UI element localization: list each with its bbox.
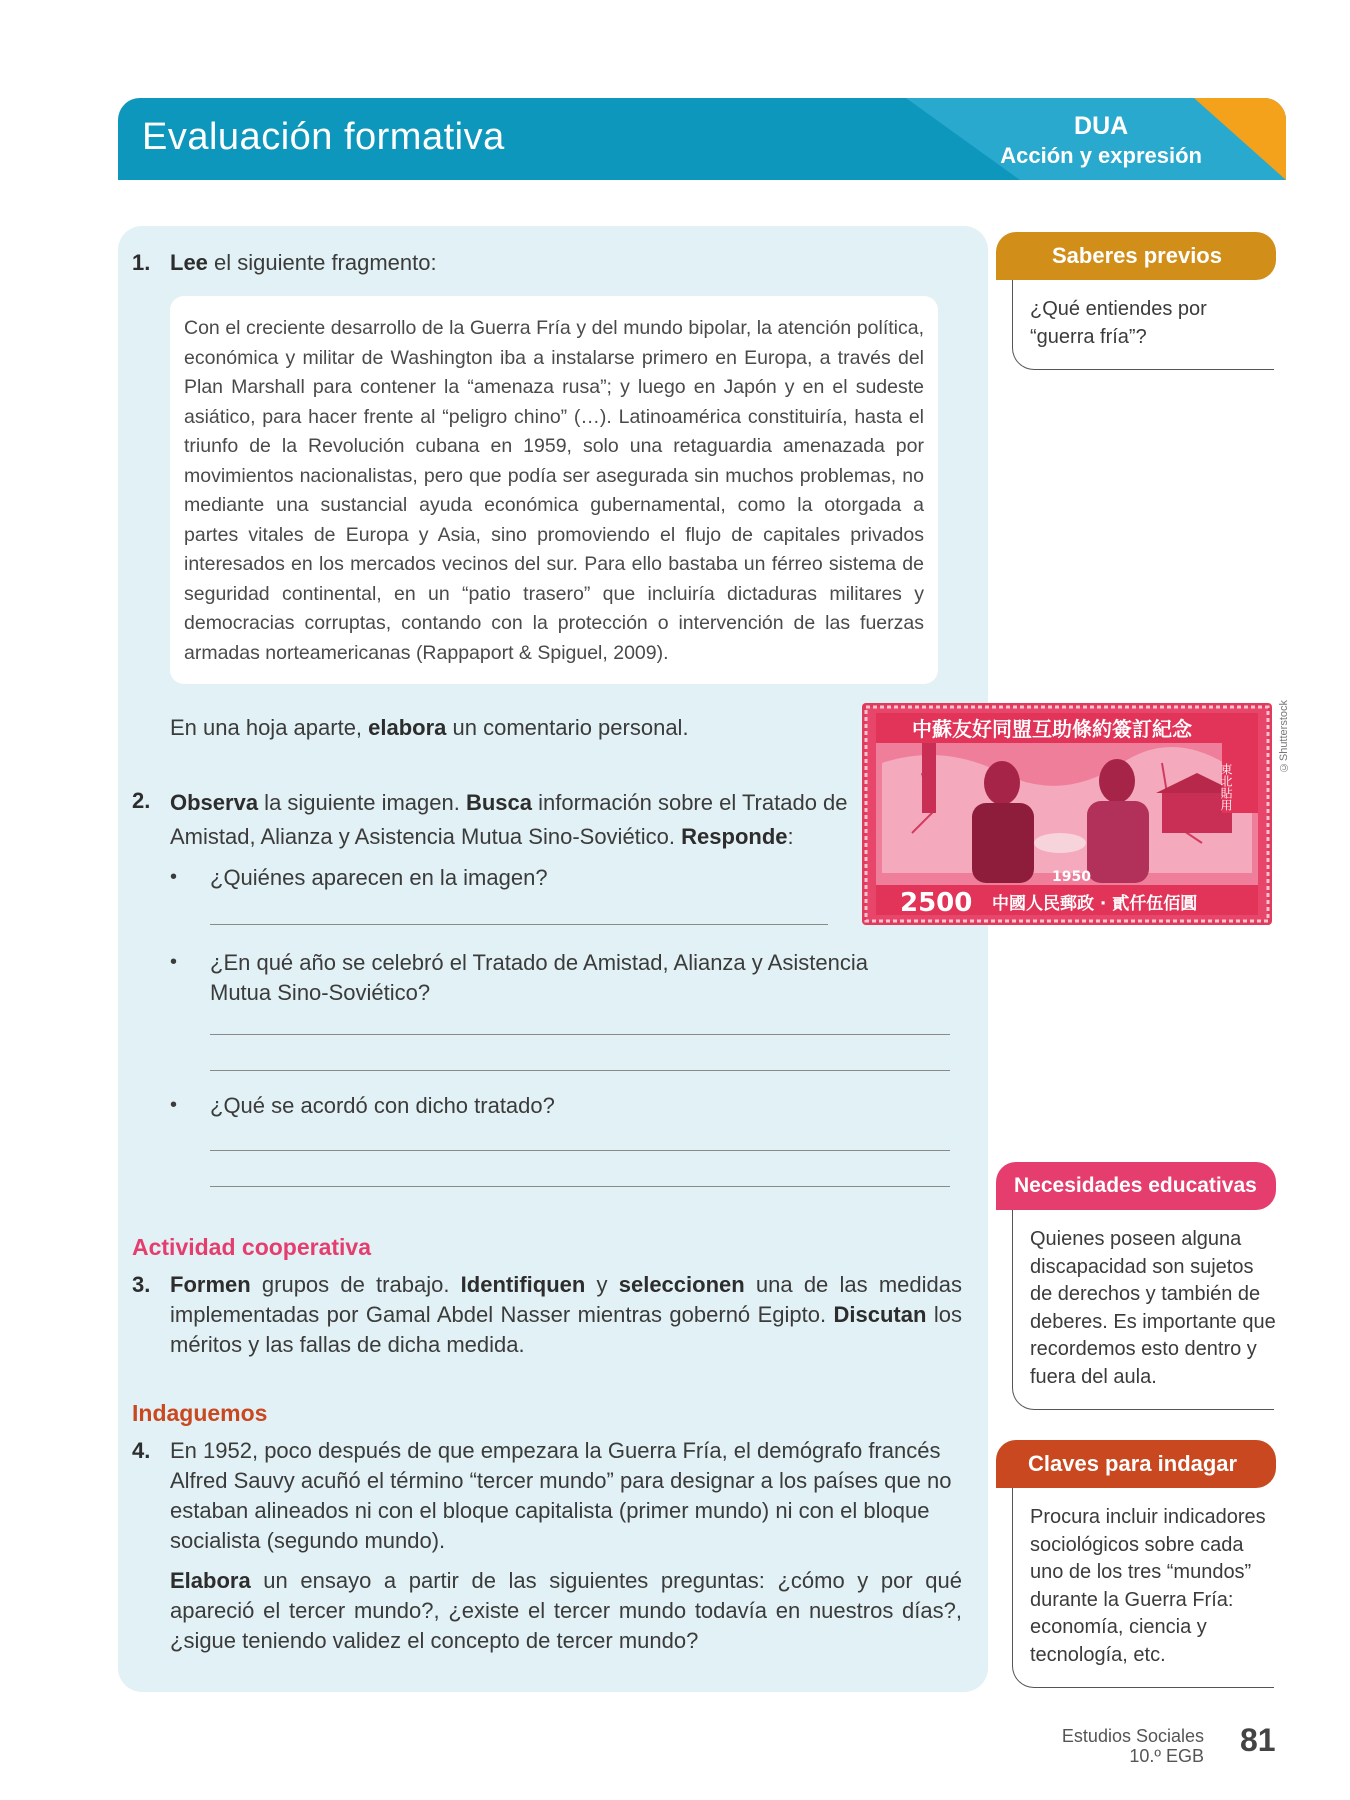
dua-subtitle: Acción y expresión <box>1000 143 1202 168</box>
bullet-2: • <box>170 951 178 973</box>
sino-soviet-stamp-image <box>862 703 1272 925</box>
section-actividad-cooperativa: Actividad cooperativa <box>132 1234 372 1260</box>
dua-label <box>1000 112 1202 169</box>
q2-verb-responde: Responde <box>681 824 788 849</box>
q1-instruction-post: un comentario personal. <box>446 715 689 740</box>
stamp-top-text: 中蘇友好同盟互助條約簽訂紀念 <box>912 717 1192 741</box>
answer-line-3[interactable] <box>210 1070 950 1071</box>
bullet-1: • <box>170 866 178 888</box>
q2-question-2: ¿En qué año se celebró el Tratado de Amistad, Alianza y Asistencia Mutua Sino-Soviético? <box>210 950 868 1005</box>
claves-para-indagar-text: Procura incluir indicadores sociológicos sobre cada uno de los tres “mundos” durante la Guerra Fría: economía, ciencia y tecnología, etc. <box>1030 1506 1266 1666</box>
q4-paragraph-2 <box>170 1566 962 1656</box>
answer-line-2[interactable] <box>210 1034 950 1035</box>
q1-instruction-pre: En una hoja aparte, <box>170 715 369 740</box>
q1-prompt <box>170 248 437 278</box>
q2-number: 2. <box>132 788 151 813</box>
q4-number: 4. <box>132 1438 151 1463</box>
q1-number: 1. <box>132 250 151 275</box>
section-indaguemos: Indaguemos <box>132 1400 268 1426</box>
footer-subject-name: Estudios Sociales <box>1061 1726 1204 1746</box>
q4-verb-elabora: Elabora <box>170 1568 251 1593</box>
q4-text-1: un ensayo a partir de las siguientes preguntas: ¿cómo y por qué apareció el tercer mundo?, ¿existe el tercer mundo todavía en nuestros días?, ¿sigue teniendo validez el concepto de tercer mundo? <box>170 1568 962 1653</box>
answer-line-4[interactable] <box>210 1150 950 1151</box>
q3-verb-identifiquen: Identifiquen <box>460 1272 586 1297</box>
q4-paragraph-1: En 1952, poco después de que empezara la Guerra Fría, el demógrafo francés Alfred Sauvy acuñó el término “tercer mundo” para designar a los países que no estaban alineados ni con el bloque capitalista (primer mundo) ni con el bloque socialista (segundo mundo). <box>170 1438 952 1553</box>
q3-number: 3. <box>132 1272 151 1297</box>
page-title: Evaluación formativa <box>142 116 505 158</box>
saberes-previos-text: ¿Qué entiendes por “guerra fría”? <box>1030 298 1207 348</box>
q2-verb-observa: Observa <box>170 790 259 815</box>
quote-text: Con el creciente desarrollo de la Guerra Fría y del mundo bipolar, la atención política, económica y militar de Washington iba a instalarse primero en Europa, a través del Plan Marshall para contener la “amenaza rusa”; y luego en Japón y en el sudeste asiático, para hacer frente al “peligro chino” (…). Latinoamérica constituiría, hasta el triunfo de la Revolución cubana en 1959, solo una retaguardia amenazada por movimientos nacionalistas, pero que podía ser asegurada sin muchos problemas, no mediante una sustancial ayuda económica gubernamental, como la otorgada a partes vitales de Europa y Asia, sino promoviendo el flujo de capitales privados interesados en los mercados vecinos del sur. Para ello bastaba un férreo sistema de seguridad continental, en un “patio trasero” que incluiría dictaduras militares y democracias corruptas, contando con la protección o intervención de las fuerzas armadas norteamericanas (Rappaport & Spiguel, 2009). <box>184 317 924 664</box>
stamp-illustration <box>862 703 1272 925</box>
stamp-value: 2500 <box>900 888 973 918</box>
bullet-3: • <box>170 1094 178 1116</box>
q3-text-1: grupos de trabajo. <box>250 1272 461 1297</box>
header-band <box>118 98 1286 180</box>
q1-verb: Lee <box>170 250 208 275</box>
q1-prompt-text: el siguiente fragmento: <box>207 250 437 275</box>
q3-prompt <box>170 1270 962 1360</box>
q3-text-2: y <box>585 1272 619 1297</box>
q2-text-2: información sobre el Tratado de Amistad, Alianza y Asistencia Mutua Sino-Soviético. <box>170 790 848 849</box>
image-credit: ©Shutterstock <box>1278 700 1290 774</box>
q2-verb-busca: Busca <box>465 790 533 815</box>
saberes-previos-tab: Saberes previos <box>996 232 1276 280</box>
footer-grade: 10.º EGB <box>1129 1746 1204 1766</box>
q3-text-3: una de las medidas implementadas por Gamal Abdel Nasser mientras gobernó Egipto. <box>170 1272 962 1327</box>
necesidades-educativas-tab: Necesidades educativas <box>996 1162 1276 1210</box>
q2-text-3: : <box>787 824 794 849</box>
page-number: 81 <box>1240 1722 1276 1758</box>
q2-text-1: la siguiente imagen. <box>258 790 466 815</box>
footer-subject <box>1062 1726 1204 1766</box>
quote-box <box>170 296 938 684</box>
q2-prompt <box>170 786 850 854</box>
stamp-year: 1950 <box>1052 869 1091 885</box>
q3-verb-formen: Formen <box>170 1272 251 1297</box>
header-corner-round <box>1246 98 1286 138</box>
q3-verb-seleccionen: seleccionen <box>618 1272 745 1297</box>
q2-question-1: ¿Quiénes aparecen en la imagen? <box>210 865 548 890</box>
q2-question-3: ¿Qué se acordó con dicho tratado? <box>210 1093 555 1118</box>
q3-text-4: los méritos y las fallas de dicha medida. <box>170 1302 962 1357</box>
q1-instruction-verb: elabora <box>368 715 447 740</box>
stamp-side-text: 東北貼用 <box>1219 763 1233 811</box>
claves-para-indagar-tab: Claves para indagar <box>996 1440 1276 1488</box>
dua-title: DUA <box>1074 112 1129 140</box>
q3-verb-discutan: Discutan <box>833 1302 927 1327</box>
stamp-bottom-text: 中國人民郵政 · 貳仟伍佰圓 <box>992 894 1198 914</box>
q1-instruction <box>170 713 689 743</box>
answer-line-1[interactable] <box>210 924 828 925</box>
necesidades-educativas-text: Quienes poseen alguna discapacidad son sujetos de derechos y también de deberes. Es importante que recordemos esto dentro y fuera del aula. <box>1030 1228 1276 1388</box>
answer-line-5[interactable] <box>210 1186 950 1187</box>
